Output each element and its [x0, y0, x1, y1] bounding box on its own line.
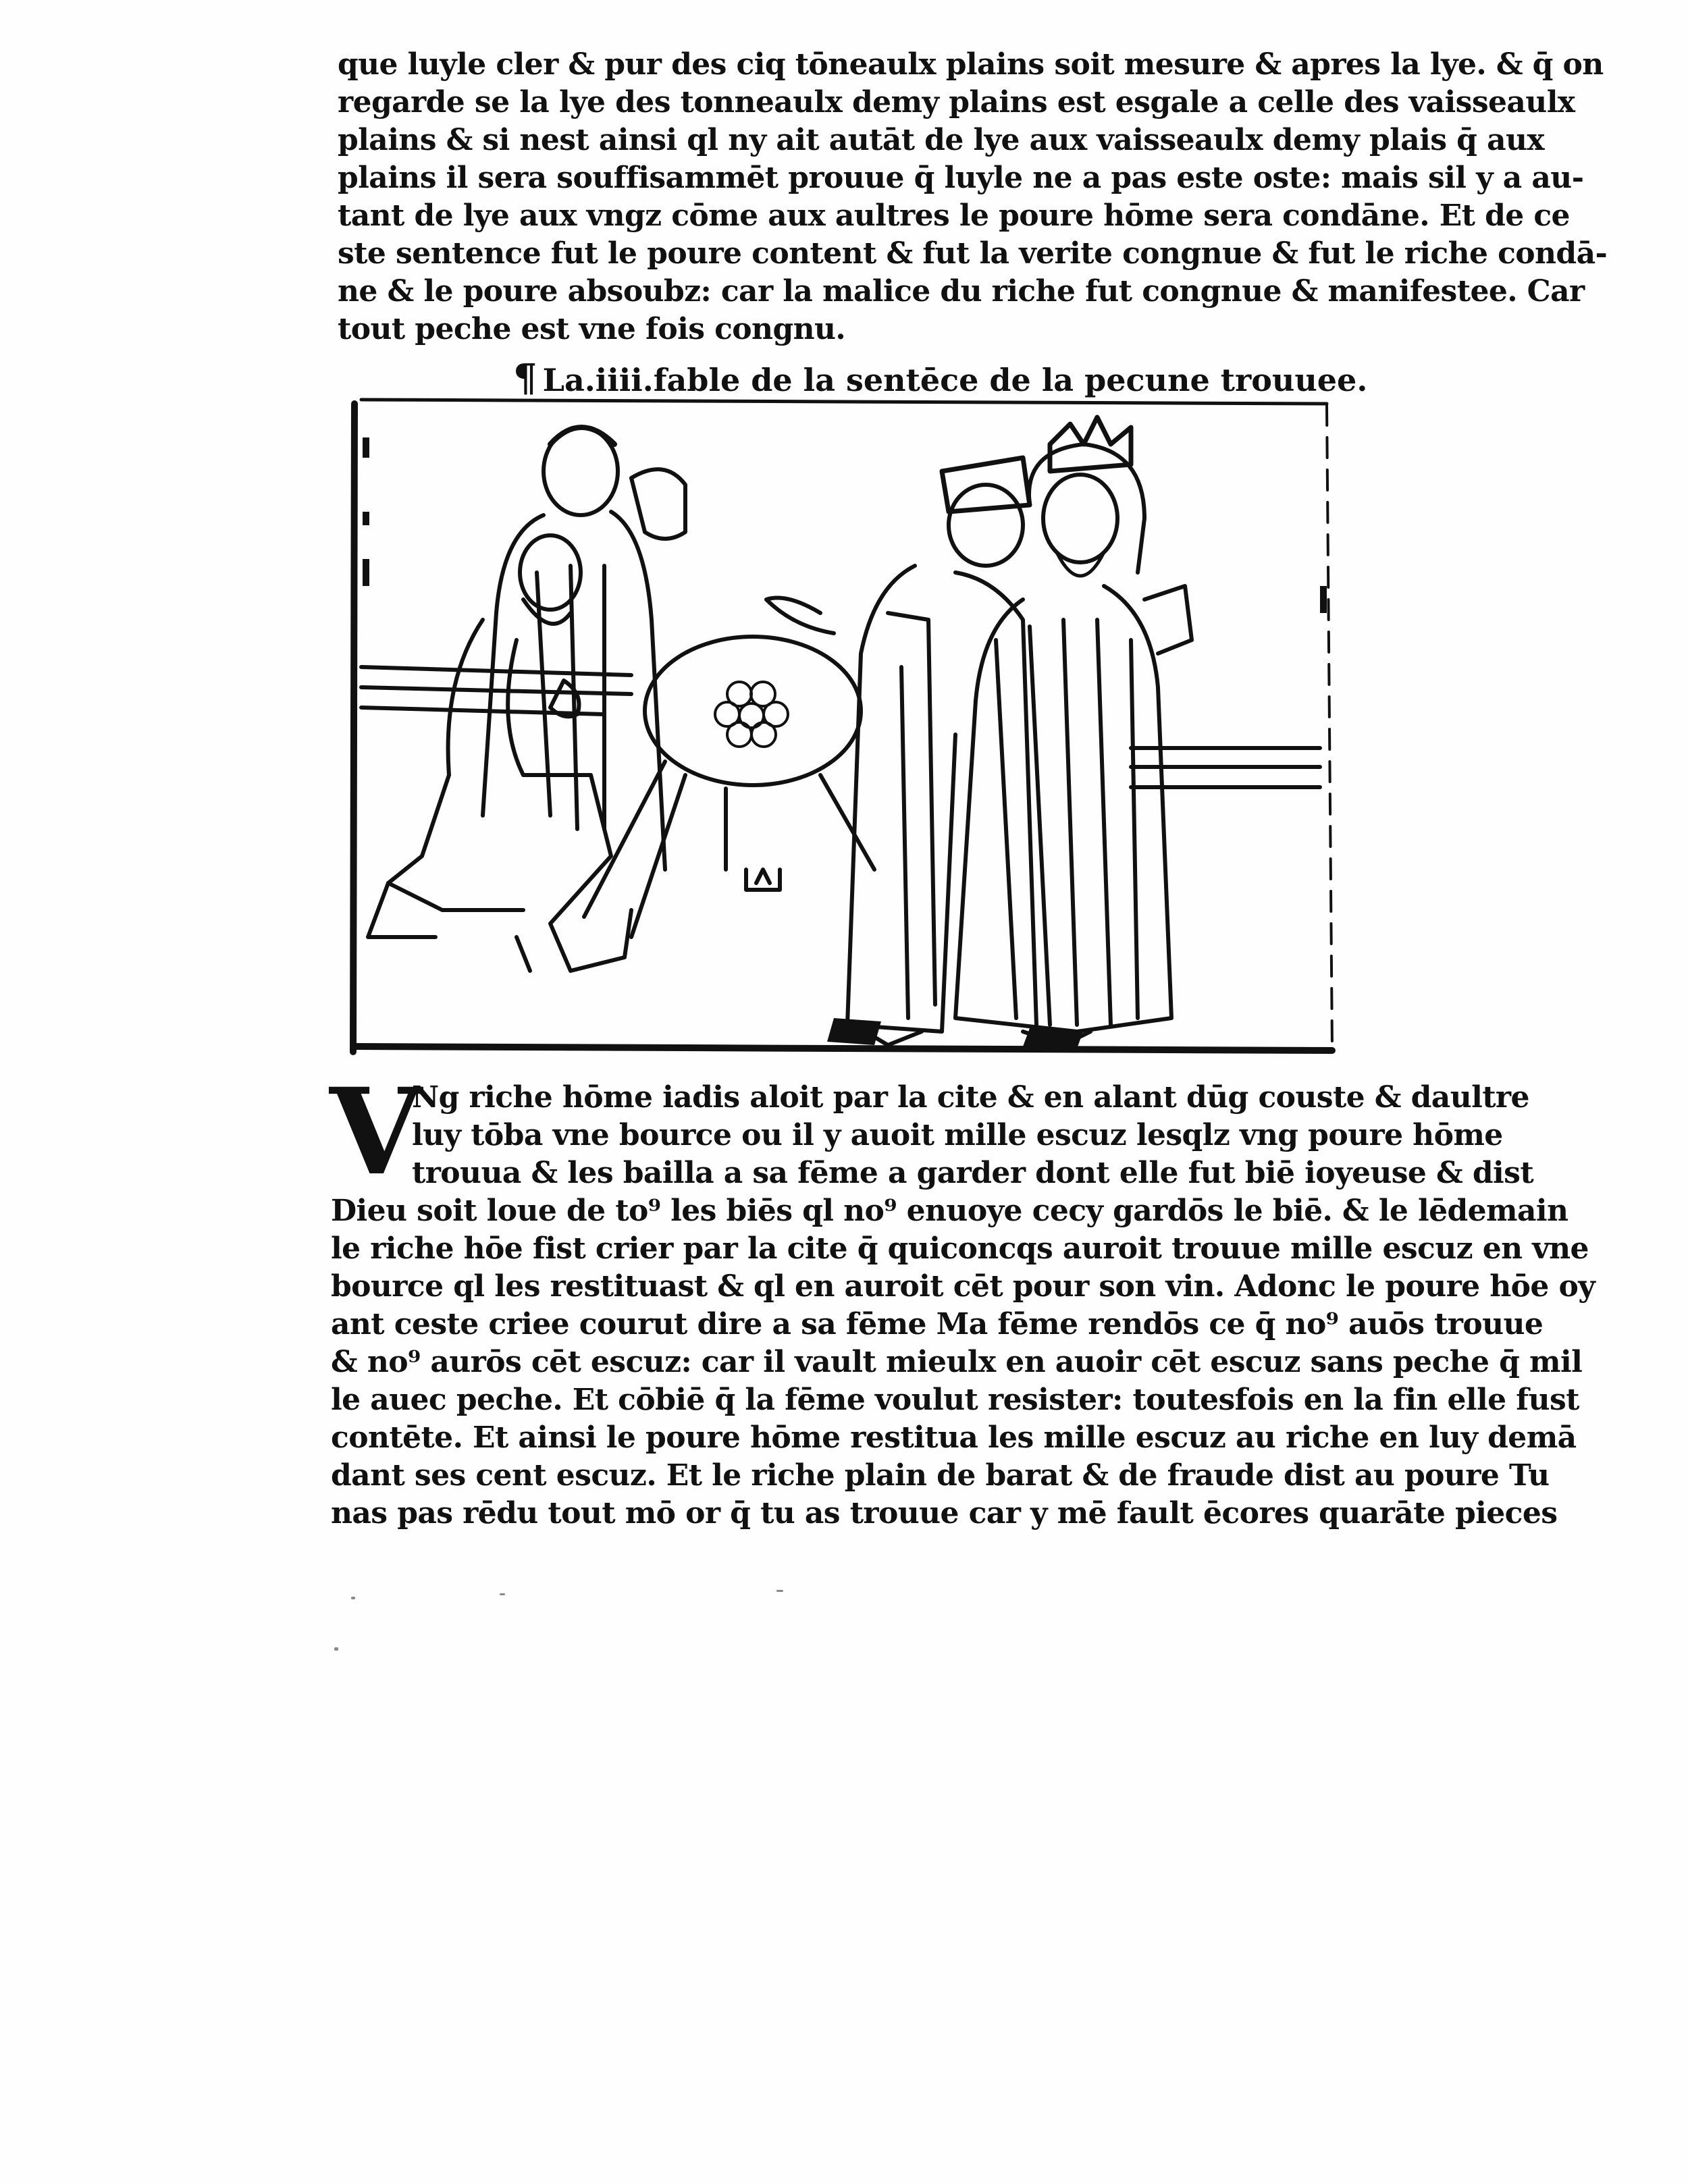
text-line: le auec peche. Et cōbiē q̄ la fēme voulut resister: toutesfois en la fin elle fust: [331, 1383, 1579, 1417]
dropcap-initial: V: [329, 1062, 422, 1202]
print-speck: [351, 1597, 355, 1599]
text-line: plains il sera souffisammēt prouue q̄ luyle ne a pas este oste: mais sil y a au-: [338, 161, 1584, 195]
text-line: Dieu soit loue de to⁹ les biēs ql no⁹ enuoye cecy gardōs le biē. & le lēdemain: [331, 1194, 1568, 1228]
text-line: le riche hōe fist crier par la cite q̄ quiconcqs auroit trouue mille escuz en vne: [331, 1231, 1589, 1266]
top-paragraph: [338, 46, 1608, 348]
text-line: trouua & les bailla a sa fēme a garder dont elle fut biē ioyeuse & dist: [412, 1156, 1534, 1190]
woodcut-illustration: [348, 397, 1337, 1052]
print-speck: [500, 1593, 505, 1595]
text-line: nas pas rēdu tout mō or q̄ tu as trouue car y mē fault ēcores quarāte pieces: [331, 1496, 1558, 1530]
text-line: & no⁹ aurōs cēt escuz: car il vault mieulx en auoir cēt escuz sans peche q̄ mil: [331, 1345, 1583, 1379]
text-line: dant ses cent escuz. Et le riche plain de barat & de fraude dist au poure Tu: [331, 1458, 1550, 1493]
body-paragraph: [331, 1079, 1595, 1533]
text-line: contēte. Et ainsi le poure hōme restitua les mille escuz au riche en luy demā: [331, 1420, 1577, 1455]
text-line: ste sentence fut le poure content & fut la verite congnue & fut le riche condā-: [338, 236, 1608, 271]
text-line: ant ceste criee courut dire a sa fēme Ma fēme rendōs ce q̄ no⁹ auōs trouue: [331, 1307, 1544, 1341]
text-line: plains & si nest ainsi ql ny ait autāt de lye aux vaisseaulx demy plais q̄ aux: [338, 123, 1544, 157]
fable-caption: [513, 356, 1368, 400]
text-line: Ng riche hōme iadis aloit par la cite & en alant dūg couste & daultre: [412, 1080, 1529, 1115]
text-line: que luyle cler & pur des ciq tōneaulx plains soit mesure & apres la lye. & q̄ on: [338, 47, 1604, 82]
caption-text: La.iiii.fable de la sentēce de la pecune trouuee.: [542, 362, 1368, 398]
text-line: luy tōba vne bource ou il y auoit mille escuz lesqlz vng poure hōme: [412, 1118, 1503, 1152]
text-line: tant de lye aux vngz cōme aux aultres le poure hōme sera condāne. Et de ce: [338, 198, 1570, 233]
print-speck: [334, 1647, 338, 1651]
text-line: tout peche est vne fois congnu.: [338, 312, 846, 346]
text-line: ne & le poure absoubz: car la malice du riche fut congnue & manifestee. Car: [338, 274, 1585, 309]
text-line: regarde se la lye des tonneaulx demy plains est esgale a celle des vaisseaulx: [338, 85, 1575, 119]
print-speck: [776, 1590, 783, 1592]
text-line: bource ql les restituast & ql en auroit cēt pour son vin. Adonc le poure hōe oy: [331, 1269, 1595, 1304]
pilcrow-icon: ¶: [513, 356, 537, 400]
